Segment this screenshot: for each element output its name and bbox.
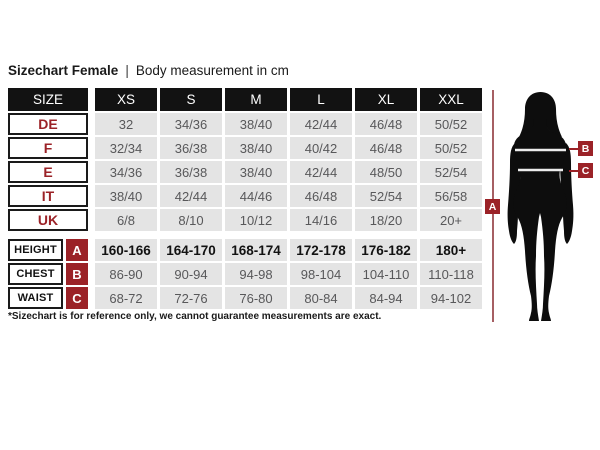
measure-cell: 168-174 xyxy=(225,239,287,261)
measure-cell: 84-94 xyxy=(355,287,417,309)
row-label-de: DE xyxy=(8,113,88,135)
measure-cell: 90-94 xyxy=(160,263,222,285)
size-cell: 40/42 xyxy=(290,137,352,159)
measure-cell: 68-72 xyxy=(95,287,157,309)
measure-cell: 72-76 xyxy=(160,287,222,309)
size-cell: 46/48 xyxy=(290,185,352,207)
size-row-it xyxy=(8,185,482,207)
measure-row-waist xyxy=(8,287,482,309)
size-cell: 36/38 xyxy=(160,161,222,183)
sizechart-table xyxy=(8,88,482,311)
row-label-waist: WAIST xyxy=(8,287,63,309)
measure-cell: 176-182 xyxy=(355,239,417,261)
measure-cell: 98-104 xyxy=(290,263,352,285)
row-label-it: IT xyxy=(8,185,88,207)
size-row-f xyxy=(8,137,482,159)
size-cell: 18/20 xyxy=(355,209,417,231)
figure-marker-c: C xyxy=(578,163,593,178)
female-silhouette-icon xyxy=(503,91,578,322)
size-cell: 34/36 xyxy=(95,161,157,183)
size-cell: 42/44 xyxy=(290,113,352,135)
measure-cell: 86-90 xyxy=(95,263,157,285)
column-header-s: S xyxy=(160,88,222,111)
measure-cell: 76-80 xyxy=(225,287,287,309)
measure-cell: 80-84 xyxy=(290,287,352,309)
size-row-uk xyxy=(8,209,482,231)
size-cell: 10/12 xyxy=(225,209,287,231)
column-header-xxl: XXL xyxy=(420,88,482,111)
table-header-row xyxy=(8,88,482,111)
measure-cell: 172-178 xyxy=(290,239,352,261)
size-cell: 38/40 xyxy=(225,161,287,183)
column-header-m: M xyxy=(225,88,287,111)
column-header-xs: XS xyxy=(95,88,157,111)
size-cell: 50/52 xyxy=(420,113,482,135)
marker-a-badge: A xyxy=(66,239,88,261)
size-cell: 14/16 xyxy=(290,209,352,231)
title-divider: | xyxy=(125,63,129,78)
column-header-l: L xyxy=(290,88,352,111)
row-label-f: F xyxy=(8,137,88,159)
measure-cell: 94-98 xyxy=(225,263,287,285)
marker-b-badge: B xyxy=(66,263,88,285)
size-cell: 48/50 xyxy=(355,161,417,183)
size-cell: 42/44 xyxy=(160,185,222,207)
size-cell: 52/54 xyxy=(420,161,482,183)
size-cell: 46/48 xyxy=(355,113,417,135)
row-label-uk: UK xyxy=(8,209,88,231)
measure-row-chest xyxy=(8,263,482,285)
size-cell: 32/34 xyxy=(95,137,157,159)
measure-cell: 180+ xyxy=(420,239,482,261)
size-cell: 38/40 xyxy=(225,137,287,159)
size-cell: 38/40 xyxy=(225,113,287,135)
size-row-e xyxy=(8,161,482,183)
size-cell: 56/58 xyxy=(420,185,482,207)
column-header-xl: XL xyxy=(355,88,417,111)
size-row-de xyxy=(8,113,482,135)
title-subtitle: Body measurement in cm xyxy=(135,63,289,78)
size-cell: 36/38 xyxy=(160,137,222,159)
measure-cell: 160-166 xyxy=(95,239,157,261)
row-label-height: HEIGHT xyxy=(8,239,63,261)
measure-cell: 164-170 xyxy=(160,239,222,261)
measure-cell: 110-118 xyxy=(420,263,482,285)
size-cell: 46/48 xyxy=(355,137,417,159)
figure-marker-b: B xyxy=(578,141,593,156)
marker-b-pointer xyxy=(569,148,578,150)
marker-c-badge: C xyxy=(66,287,88,309)
marker-c-pointer xyxy=(569,170,578,172)
size-cell: 44/46 xyxy=(225,185,287,207)
title-brand: Sizechart Female xyxy=(8,63,119,78)
size-cell: 6/8 xyxy=(95,209,157,231)
size-cell: 8/10 xyxy=(160,209,222,231)
row-label-chest: CHEST xyxy=(8,263,63,285)
size-cell: 52/54 xyxy=(355,185,417,207)
size-cell: 42/44 xyxy=(290,161,352,183)
size-cell: 38/40 xyxy=(95,185,157,207)
size-cell: 34/36 xyxy=(160,113,222,135)
measure-row-height xyxy=(8,239,482,261)
size-cell: 32 xyxy=(95,113,157,135)
column-header-size: SIZE xyxy=(8,88,88,111)
footnote: *Sizechart is for reference only, we cannot guarantee measurements are exact. xyxy=(8,311,382,322)
measure-cell: 94-102 xyxy=(420,287,482,309)
row-label-e: E xyxy=(8,161,88,183)
page-title xyxy=(8,63,289,78)
size-cell: 50/52 xyxy=(420,137,482,159)
figure-marker-a: A xyxy=(485,199,500,214)
size-cell: 20+ xyxy=(420,209,482,231)
measure-cell: 104-110 xyxy=(355,263,417,285)
